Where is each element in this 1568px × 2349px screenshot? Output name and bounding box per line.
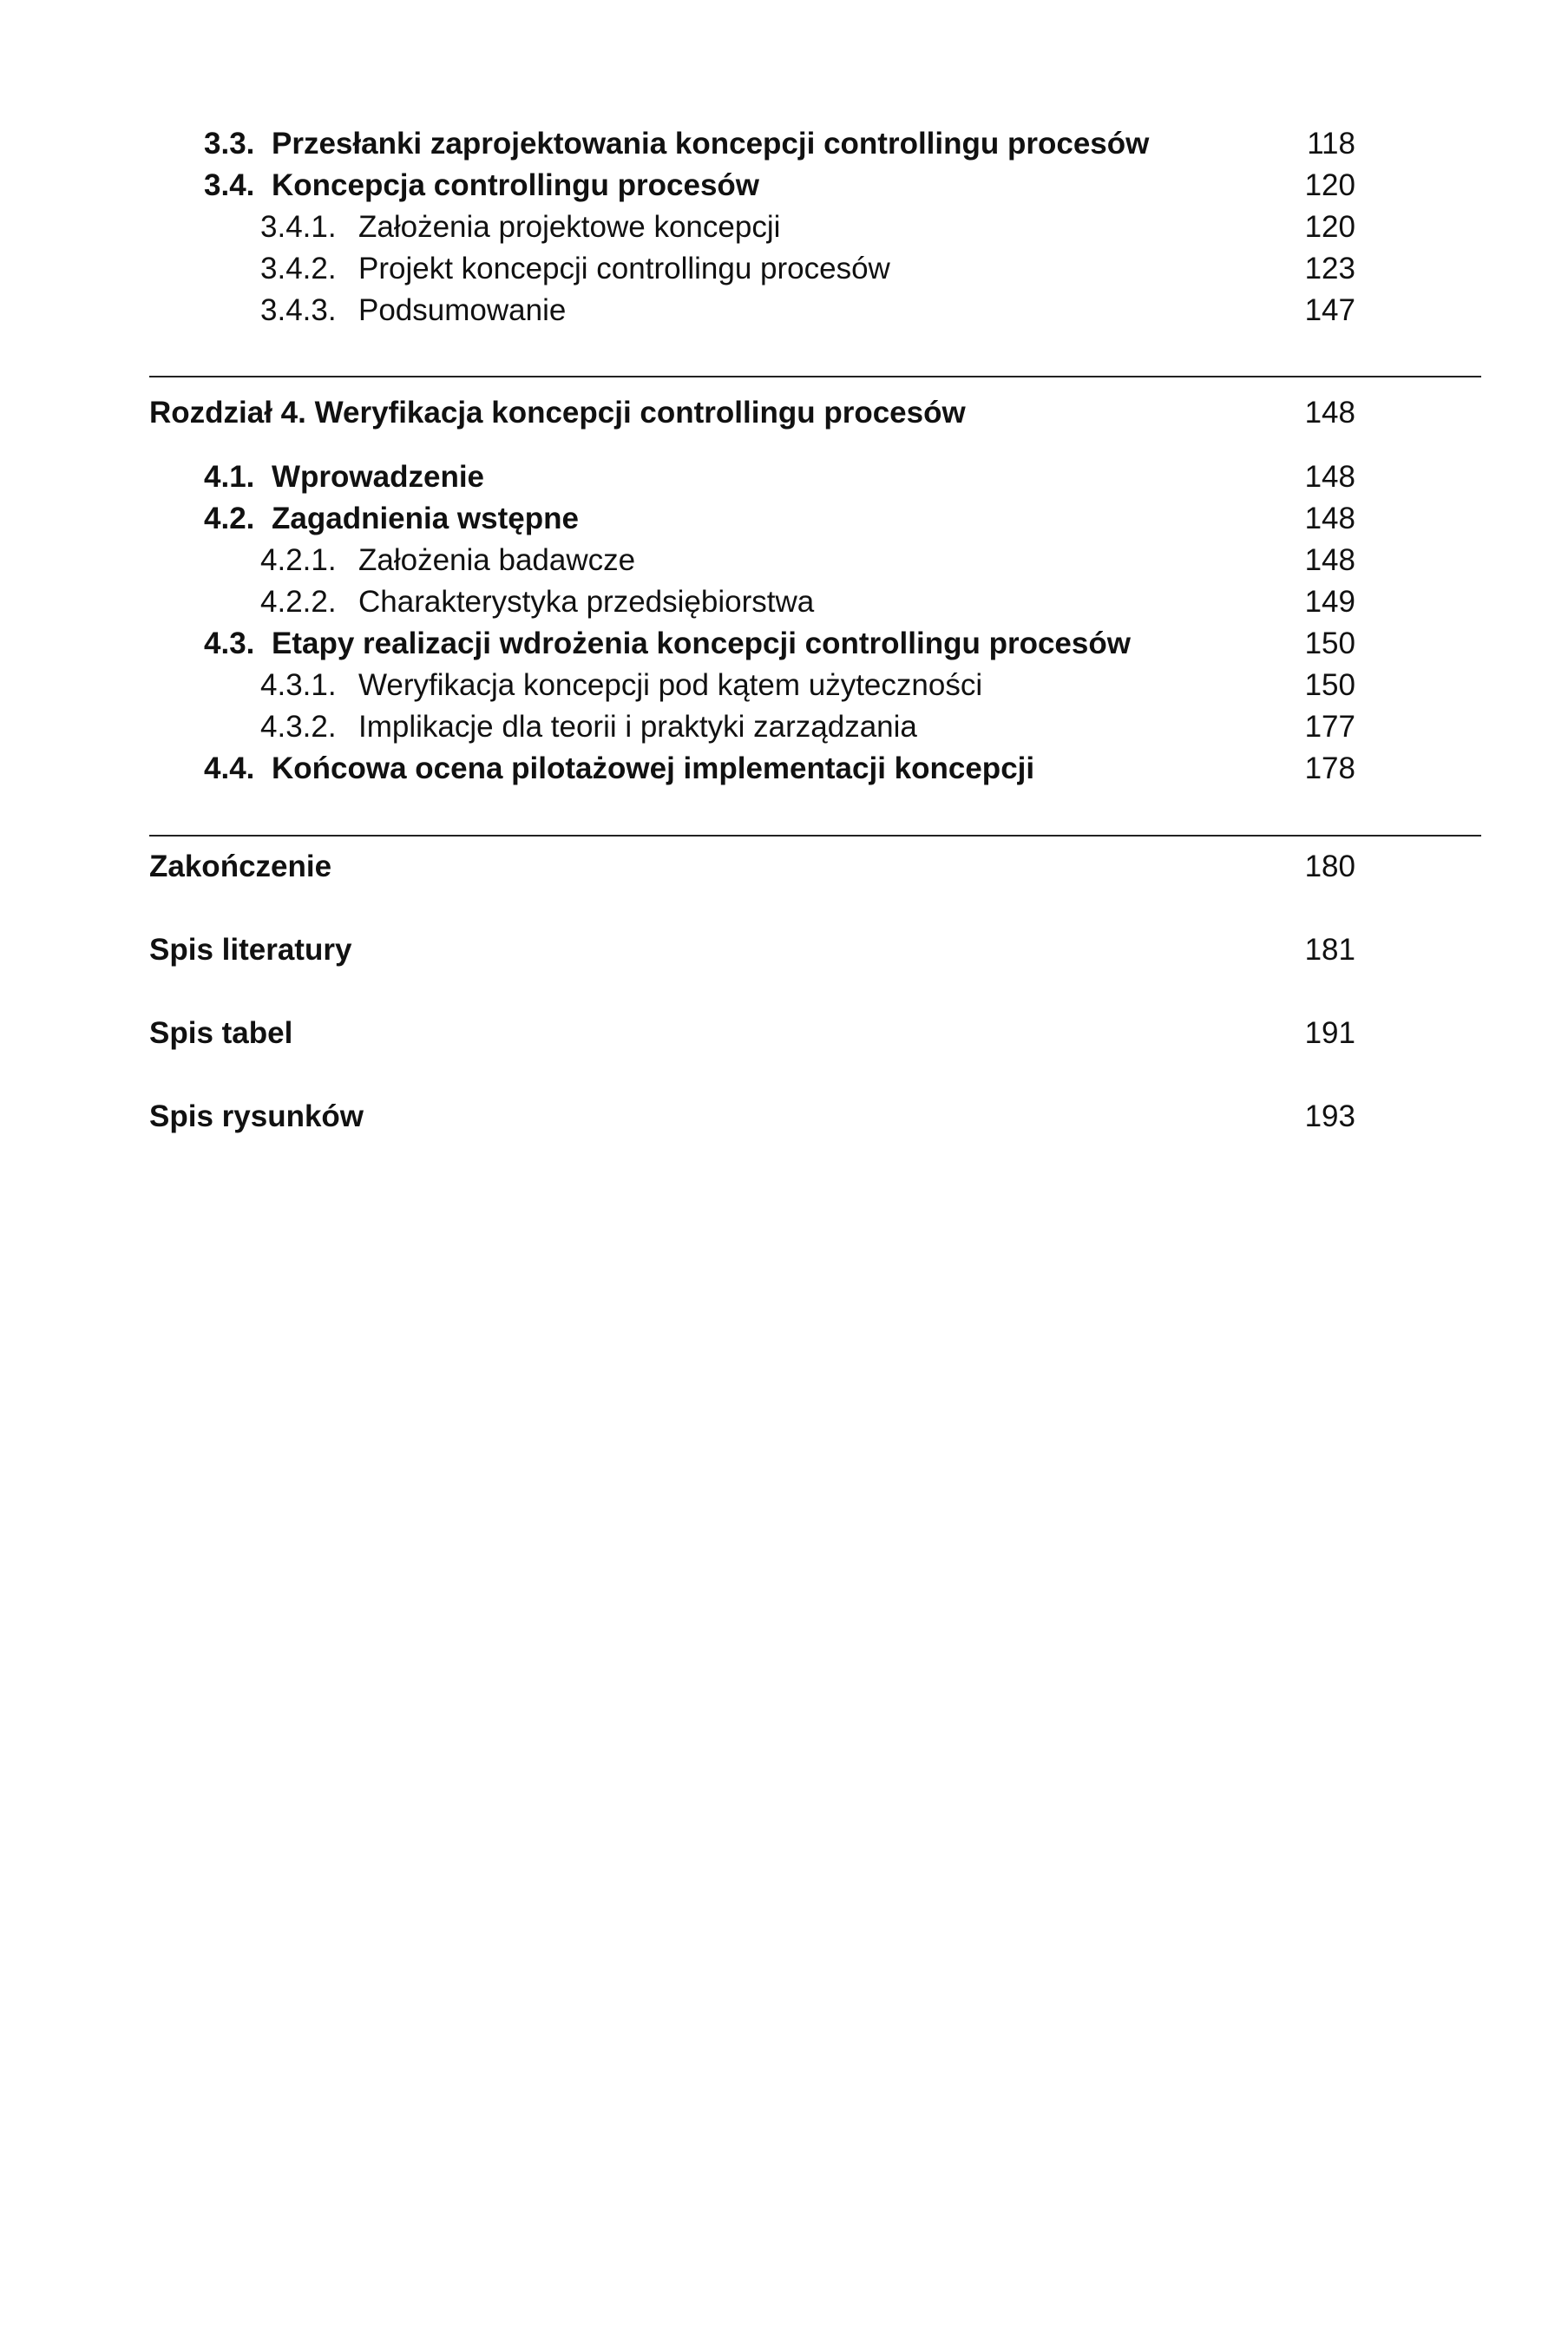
entry-title: Spis rysunków bbox=[149, 1099, 364, 1133]
section-divider bbox=[149, 835, 1481, 837]
entry-title: Spis literatury bbox=[149, 933, 352, 967]
entry-title: Końcowa ocena pilotażowej implementacji koncepcji bbox=[272, 751, 1035, 785]
entry-page-number: 149 bbox=[1304, 585, 1355, 619]
entry-page-number: 150 bbox=[1304, 668, 1355, 702]
entry-page-number: 148 bbox=[1304, 502, 1355, 535]
entry-number: 4.4. bbox=[204, 751, 255, 785]
entry-title: Przesłanki zaprojektowania koncepcji controllingu procesów bbox=[272, 127, 1150, 161]
entry-page-number: 177 bbox=[1304, 710, 1355, 744]
entry-title: Weryfikacja koncepcji pod kątem użyteczności bbox=[358, 668, 983, 702]
entry-number: 3.3. bbox=[204, 127, 255, 161]
entry-page-number: 120 bbox=[1304, 168, 1355, 202]
entry-title: Zakończenie bbox=[149, 850, 332, 883]
entry-title: Spis tabel bbox=[149, 1016, 293, 1050]
entry-title: Zagadnienia wstępne bbox=[272, 502, 579, 535]
entry-title: Etapy realizacji wdrożenia koncepcji controllingu procesów bbox=[272, 627, 1131, 660]
entry-number: 4.1. bbox=[204, 460, 255, 494]
entry-page-number: 181 bbox=[1304, 933, 1355, 967]
entry-page-number: 191 bbox=[1304, 1016, 1355, 1050]
entry-page-number: 150 bbox=[1304, 627, 1355, 660]
entry-title: Założenia projektowe koncepcji bbox=[358, 210, 781, 244]
chapter-title: Rozdział 4. Weryfikacja koncepcji controllingu procesów bbox=[149, 396, 966, 430]
entry-page-number: 120 bbox=[1304, 210, 1355, 244]
entry-title: Podsumowanie bbox=[358, 293, 567, 327]
entry-number: 3.4. bbox=[204, 168, 255, 202]
entry-page-number: 123 bbox=[1304, 252, 1355, 285]
entry-title: Założenia badawcze bbox=[358, 543, 636, 577]
entry-page-number: 148 bbox=[1304, 543, 1355, 577]
entry-page-number: 147 bbox=[1304, 293, 1355, 327]
entry-number: 4.3.1. bbox=[260, 668, 337, 702]
entry-title: Implikacje dla teorii i praktyki zarządzania bbox=[358, 710, 917, 744]
entry-title: Wprowadzenie bbox=[272, 460, 485, 494]
entry-number: 4.3.2. bbox=[260, 710, 337, 744]
entry-number: 4.2.2. bbox=[260, 585, 337, 619]
entry-number: 4.2. bbox=[204, 502, 255, 535]
entry-number: 3.4.3. bbox=[260, 293, 337, 327]
section-divider bbox=[149, 376, 1481, 377]
entry-title: Koncepcja controllingu procesów bbox=[272, 168, 760, 202]
entry-page-number: 180 bbox=[1304, 850, 1355, 883]
entry-page-number: 178 bbox=[1304, 751, 1355, 785]
entry-page-number: 118 bbox=[1307, 127, 1355, 161]
entry-number: 3.4.1. bbox=[260, 210, 337, 244]
entry-page-number: 148 bbox=[1304, 460, 1355, 494]
entry-title: Projekt koncepcji controllingu procesów bbox=[358, 252, 890, 285]
entry-number: 4.3. bbox=[204, 627, 255, 660]
entry-page-number: 148 bbox=[1304, 396, 1355, 430]
entry-number: 4.2.1. bbox=[260, 543, 337, 577]
entry-number: 3.4.2. bbox=[260, 252, 337, 285]
entry-title: Charakterystyka przedsiębiorstwa bbox=[358, 585, 815, 619]
entry-page-number: 193 bbox=[1304, 1099, 1355, 1133]
